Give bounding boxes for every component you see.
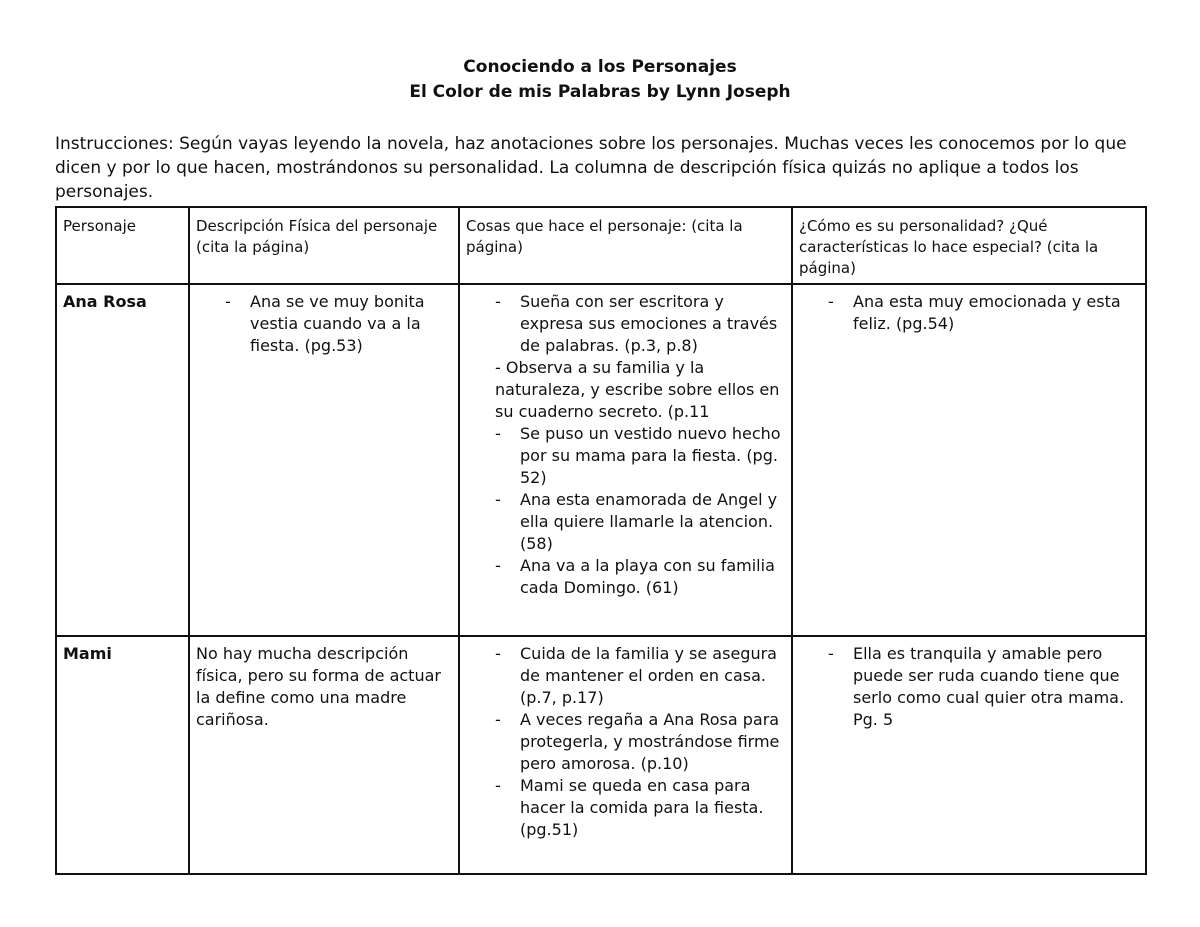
actions-cell [459,636,792,874]
list-item: - Sueña con ser escritora y expresa sus emociones a través de palabras. (p.3, p.8) [466,291,785,357]
list-item-unindented: - Observa a su familia y la naturaleza, y escribe sobre ellos en su cuaderno secreto. (p.11 [495,358,780,421]
personality-list [799,643,1139,731]
personality-list [799,291,1139,335]
list-item: - Ana esta muy emocionada y esta feliz. (pg.54) [799,291,1139,335]
physical-description-list [196,291,452,357]
header-cosas-que-hace: Cosas que hace el personaje: (cita la página) [459,207,792,284]
characters-table [55,206,1147,875]
header-personaje: Personaje [56,207,189,284]
list-item: - Ana se ve muy bonita vestia cuando va a la fiesta. (pg.53) [196,291,452,357]
physical-description-cell: No hay mucha descripción física, pero su forma de actuar la define como una madre cariñosa. [189,636,459,874]
actions-list [466,643,785,841]
character-name: Mami [56,636,189,874]
character-name: Ana Rosa [56,284,189,636]
header-personalidad: ¿Cómo es su personalidad? ¿Qué características lo hace especial? (cita la página) [792,207,1146,284]
list-item: - Se puso un vestido nuevo hecho por su mama para la fiesta. (pg. 52) [466,423,785,489]
list-item: - Mami se queda en casa para hacer la comida para la fiesta. (pg.51) [466,775,785,841]
personality-cell [792,636,1146,874]
actions-cell [459,284,792,636]
title-line-1: Conociendo a los Personajes [463,57,737,77]
header-descripcion-fisica: Descripción Física del personaje (cita la página) [189,207,459,284]
title-line-2: El Color de mis Palabras by Lynn Joseph [409,82,791,102]
list-item: - Cuida de la familia y se asegura de mantener el orden en casa. (p.7, p.17) [466,643,785,709]
actions-list [466,291,785,357]
document-title [0,55,1200,105]
list-item: - Ana va a la playa con su familia cada Domingo. (61) [466,555,785,599]
table-row [56,284,1146,636]
list-item: - Ella es tranquila y amable pero puede ser ruda cuando tiene que serlo como cual quier otra mama. Pg. 5 [799,643,1139,731]
list-item: - Ana esta enamorada de Angel y ella quiere llamarle la atencion. (58) [466,489,785,555]
personality-cell [792,284,1146,636]
table-row [56,636,1146,874]
instructions-text: Instrucciones: Según vayas leyendo la novela, haz anotaciones sobre los personajes. Muchas veces les conocemos por lo que dicen y por lo que hacen, mostrándonos su personalidad. La columna de descripción física quizás no aplique a todos los personajes. [55,134,1127,202]
actions-list-continued [466,423,785,599]
physical-description-cell [189,284,459,636]
table-header-row [56,207,1146,284]
list-item: - A veces regaña a Ana Rosa para protegerla, y mostrándose firme pero amorosa. (p.10) [466,709,785,775]
